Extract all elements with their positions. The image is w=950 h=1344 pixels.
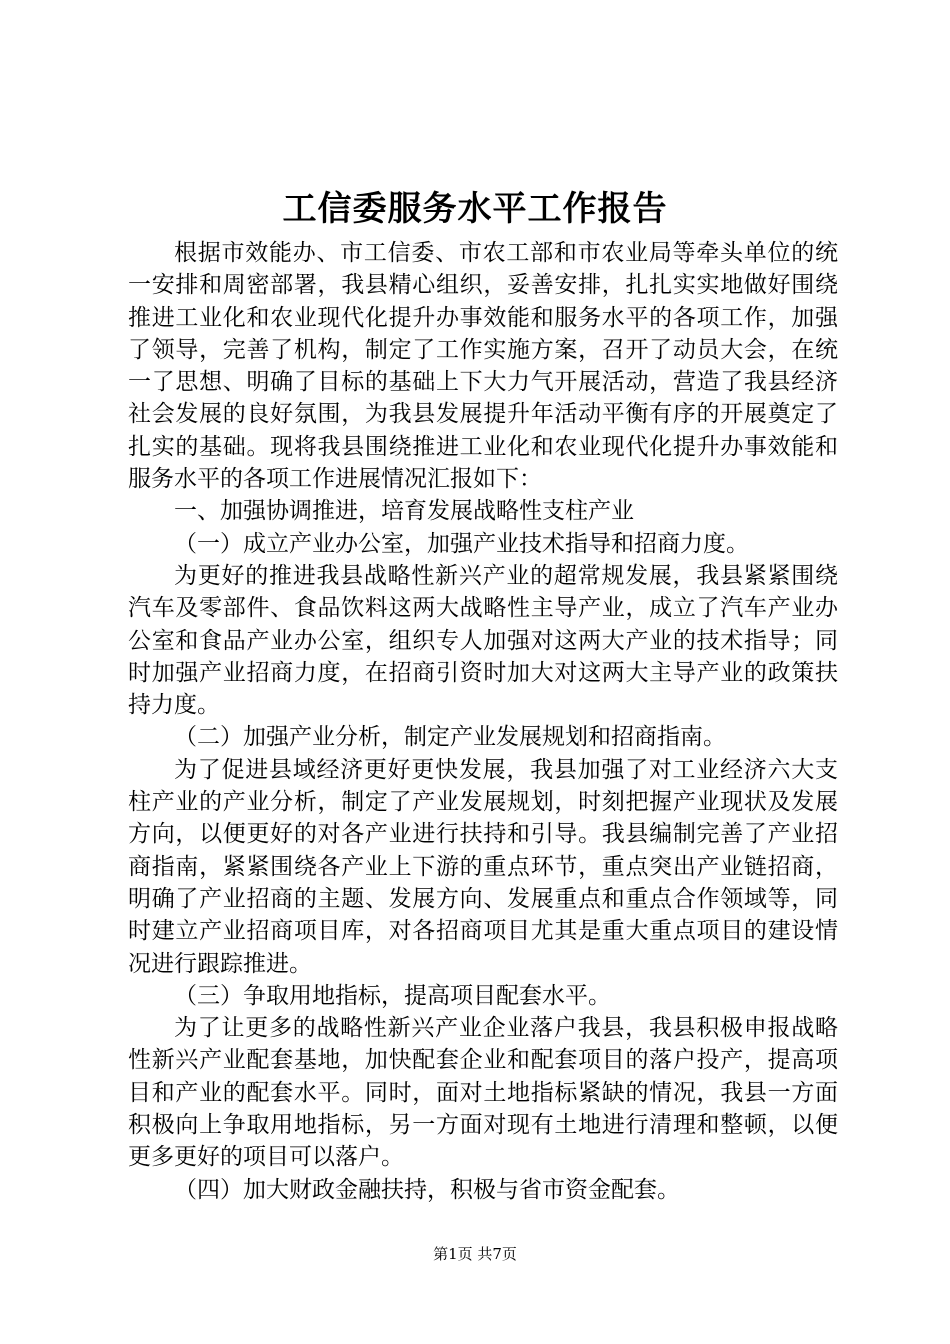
paragraph-subsection-3: 为了让更多的战略性新兴产业企业落户我县，我县积极申报战略性新兴产业配套基地，加快配套企业和配套项目的落户投产，提高项目和产业的配套水平。同时，面对土地指标紧缺的情况，我县一方面积极向上争取用地指标，另一方面对现有土地进行清理和整顿，以便更多更好的项目可以落户。 [128,1015,838,1171]
subsection-heading-2: （二）加强产业分析，制定产业发展规划和招商指南。 [174,724,726,751]
document-body [128,237,838,1206]
paragraph-subsection-2: 为了促进县域经济更好更快发展，我县加强了对工业经济六大支柱产业的产业分析，制定了产业发展规划，时刻把握产业现状及发展方向，以便更好的对各产业进行扶持和引导。我县编制完善了产业招商指南，紧紧围绕各产业上下游的重点环节，重点突出产业链招商，明确了产业招商的主题、发展方向、发展重点和重点合作领域等，同时建立产业招商项目库，对各招商项目尤其是重大重点项目的建设情况进行跟踪推进。 [128,756,838,977]
document-title: 工信委服务水平工作报告 [282,189,668,229]
subsection-heading-1: （一）成立产业办公室，加强产业技术指导和招商力度。 [174,530,749,557]
subsection-heading-4: （四）加大财政金融扶持，积极与省市资金配套。 [174,1176,680,1203]
section-heading-1: 一、加强协调推进，培育发展战略性支柱产业 [174,498,634,525]
paragraph-intro: 根据市效能办、市工信委、市农工部和市农业局等牵头单位的统一安排和周密部署，我县精心组织，妥善安排，扎扎实实地做好围绕推进工业化和农业现代化提升办事效能和服务水平的各项工作，加强了领导，完善了机构，制定了工作实施方案，召开了动员大会，在统一了思想、明确了目标的基础上下大力气开展活动，营造了我县经济社会发展的良好氛围，为我县发展提升年活动平衡有序的开展奠定了扎实的基础。现将我县围绕推进工业化和农业现代化提升办事效能和服务水平的各项工作进展情况汇报如下： [128,240,838,493]
subsection-heading-3: （三）争取用地指标，提高项目配套水平。 [174,982,611,1009]
paragraph-subsection-1: 为更好的推进我县战略性新兴产业的超常规发展，我县紧紧围绕汽车及零部件、食品饮料这两大战略性主导产业，成立了汽车产业办公室和食品产业办公室，组织专人加强对这两大产业的技术指导；同时加强产业招商力度，在招商引资时加大对这两大主导产业的政策扶持力度。 [128,562,838,719]
page-footer: 第1页 共7页 [433,1245,517,1263]
